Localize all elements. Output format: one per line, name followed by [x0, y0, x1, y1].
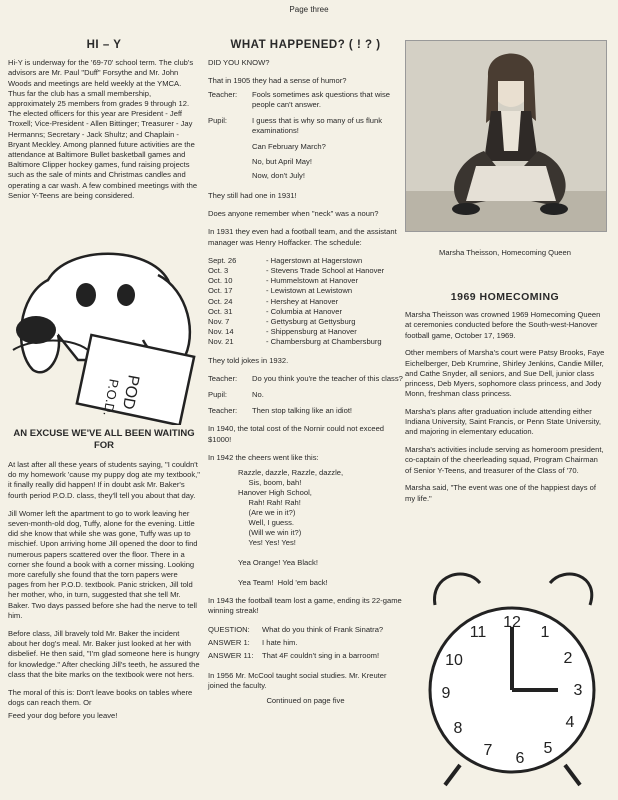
what-title: WHAT HAPPENED? ( ! ? ): [230, 39, 381, 51]
teacher-line: [208, 406, 403, 416]
cheers-1942: In 1942 the cheers went like this:: [208, 452, 319, 462]
schedule-date: Oct. 3: [208, 266, 229, 276]
clock-number: 2: [563, 650, 573, 667]
answer-line: [208, 651, 403, 661]
schedule-game: - Chambersburg at Chambersburg: [266, 337, 382, 347]
photo-caption: Marsha Theisson, Homecoming Queen: [439, 248, 571, 257]
homecoming-queen-photo: [405, 40, 607, 232]
queen-photo-drawing: [406, 41, 606, 231]
homecoming-paragraph: Marsha's plans after graduation include attending either Indiana University, Saint Francis, or Penn State University, and majoring in elementary education.: [405, 407, 601, 437]
schedule-date: Oct. 24: [208, 296, 233, 306]
excuse-paragraph: Before class, Jill bravely told Mr. Baker the incident about her dog's meal. Mr. Baker just looked at her with disbelief. He then said, "I'm glad someone here is hungry for knowledge." After checking Jill's teeth, he assured the class that the bite marks on the textbook were not hers.: [8, 629, 200, 679]
question-text: What do you think of Frank Sinatra?: [262, 624, 384, 634]
schedule-game: - Lewistown at Lewistown: [266, 286, 353, 296]
schedule-date: Oct. 17: [208, 286, 233, 296]
question-label: QUESTION:: [208, 624, 250, 634]
cheer-line: Yea Orange! Yea Black!: [238, 558, 318, 568]
speaker-text: I guess that is why so many of us flunk examinations!: [252, 116, 382, 136]
jokes-1932: They told jokes in 1932.: [208, 355, 289, 365]
homecoming-paragraph: Marsha's activities include serving as homeroom president, co-captain of the cheerleading squad, Program Chairman of Senior Y-Teens, and treasurer of the Class of '70.: [405, 445, 604, 475]
schedule-date: Nov. 7: [208, 317, 230, 327]
schedule-game: - Stevens Trade School at Hanover: [266, 266, 385, 276]
cheer-line: (Will we win it?): [238, 528, 302, 538]
clock-number: 6: [515, 750, 525, 767]
speaker-label: Pupil:: [208, 116, 227, 126]
cheer-line: Yes! Yes! Yes!: [238, 538, 296, 548]
july-line: Now, don't July!: [252, 170, 305, 180]
schedule-game: - Hagerstown at Hagerstown: [266, 255, 363, 265]
football-1943: In 1943 the football team lost a game, ending its 22-game winning streak!: [208, 596, 402, 616]
speaker-label: Teacher:: [208, 406, 238, 416]
schedule-date: Nov. 21: [208, 337, 234, 347]
answer-text: That 4F couldn't sing in a barroom!: [262, 650, 380, 660]
clock-number: 5: [543, 740, 553, 757]
excuse-paragraph: Jill Womer left the apartment to go to work leaving her seven-month-old dog, Tuffy, alone for the evening. Little did she know that while she was gone, Tuffy was up to mischief. Upon arriving home Jill opened the door to find numerous papers scattered over the floor. There in a corner she found a book with a corner missing. Looking more carefully she found that the torn papers were pages from her P.O.D. textbook. Panic stricken, Jill told her mother, who, in turn, suggested that she tell Mr. Baker. Two days passed before she had the nerve to tell him.: [8, 508, 198, 620]
what-happened-column: [208, 40, 403, 714]
cheer-line: Razzle, dazzle, Razzle, dazzle,: [238, 468, 344, 478]
homecoming-article: [405, 292, 605, 511]
football-1931: In 1931 they even had a football team, and the assistant manager was Henry Hoffacker. The schedule:: [208, 227, 397, 247]
homecoming-paragraph: Marsha said, "The event was one of the happiest days of my life.": [405, 483, 596, 503]
excuse-paragraph: Feed your dog before you leave!: [8, 711, 118, 721]
cheer-line: Sis, boom, bah!: [238, 478, 302, 488]
dog-book-text-1: POD: [118, 373, 142, 411]
schedule-date: Nov. 14: [208, 327, 234, 337]
answer-label: ANSWER 1:: [208, 637, 250, 647]
schedule-date: Oct. 31: [208, 306, 233, 316]
one-1931: They still had one in 1931!: [208, 191, 297, 201]
speaker-label: Teacher:: [208, 373, 238, 383]
clock-illustration: [420, 565, 605, 790]
clock-number: 9: [441, 685, 451, 702]
clock-number: 7: [483, 742, 493, 759]
speaker-label: Pupil:: [208, 390, 227, 400]
cheer-line: [238, 568, 403, 578]
teacher-line: [208, 374, 403, 384]
schedule-table: [208, 256, 403, 348]
schedule-row: [208, 317, 403, 327]
speaker-label: Teacher:: [208, 89, 238, 99]
homecoming-paragraph: Marsha Theisson was crowned 1969 Homecoming Queen at ceremonies conducted before the South-west-Hanover football game, October 17, 1969.: [405, 310, 601, 340]
clock-number: 11: [469, 624, 487, 641]
schedule-row: [208, 297, 403, 307]
answer-line: [208, 638, 403, 648]
hiy-column: [8, 40, 200, 209]
cheer-line: Well, I guess.: [238, 518, 294, 528]
excuse-paragraph: At last after all these years of students saying, "I couldn't do my homework 'cause my puppy dog ate my textbook," it finally really did happen! If in doubt ask Mr. Baker's fourth period P.O.D. class, they'll tell you about that day.: [8, 460, 200, 500]
schedule-row: [208, 307, 403, 317]
clock-number: 10: [445, 652, 463, 669]
excuse-title: AN EXCUSE WE'VE ALL BEEN WAITING FOR: [13, 428, 195, 451]
schedule-date: Sept. 26: [208, 255, 237, 265]
speaker-text: Then stop talking like an idiot!: [252, 406, 353, 416]
schedule-game: - Columbia at Hanover: [266, 306, 342, 316]
cheer-line: Hanover High School,: [238, 488, 312, 498]
schedule-date: Oct. 10: [208, 276, 233, 286]
clock-number: 4: [565, 714, 575, 731]
hiy-title: HI – Y: [86, 39, 122, 51]
cheer-line: [238, 548, 403, 558]
speaker-text: No.: [252, 390, 264, 400]
neck-question: Does anyone remember when "neck" was a noun?: [208, 209, 379, 219]
excuse-article: [8, 428, 200, 730]
schedule-row: [208, 286, 403, 296]
schedule-row: [208, 266, 403, 276]
april-line: No, but April May!: [252, 156, 312, 166]
answer-label: ANSWER 11:: [208, 650, 254, 660]
homecoming-title: 1969 HOMECOMING: [450, 291, 560, 303]
march-line: Can February March?: [252, 142, 326, 152]
clock-number: 8: [453, 720, 463, 737]
hiy-body: Hi-Y is underway for the '69-70' school term. The club's advisors are Mr. Paul "Duff" Forsythe and Mr. John Woods and meetings are held weekly at the YMCA. Thus far the club has a small membership, approximately 25 members from grades 9 through 12. The elected officers for this year are President - Jeff Troxell; Vice-President - Allen Bittinger; Treasurer - Jay Hermanns; Secretary - Jack Shultz; and Chaplain - Bryant Meckley. Among planned future activities are the attendance at Baltimore Bullet basketball games and Baltimore Clipper hockey games, fund raising projects such as the sale of mints and Christmas candles and operating a car wash. A few combined meetings with the Senior Y-Teens are being considered.: [8, 58, 198, 200]
schedule-row: [208, 276, 403, 286]
teacher-line: [208, 90, 403, 110]
schedule-game: - Gettysburg at Gettysburg: [266, 317, 356, 327]
clock-number: 3: [573, 682, 583, 699]
excuse-paragraph: The moral of this is: Don't leave books on tables where dogs can reach them. Or: [8, 688, 193, 708]
schedule-game: - Hummelstown at Hanover: [266, 276, 359, 286]
pupil-line: [208, 390, 403, 400]
continued-note: Continued on page five: [266, 695, 345, 705]
cheer-lines: [238, 468, 403, 588]
cheer-line: (Are we in it?): [238, 508, 296, 518]
cheer-line: Rah! Rah! Rah!: [238, 498, 301, 508]
homecoming-paragraph: Other members of Marsha's court were Patsy Brooks, Faye Eichelberger, Deb Krumrine, Shirley Jenkins, Candie Miller, and Cathe Snyder, all seniors, and Sue Dell, junior class princess, Deb Myers, sophomore class princess, and Jody Monn, freshman class princess.: [405, 348, 605, 399]
schedule-game: - Shippensburg at Hanover: [266, 327, 357, 337]
mccool-1956: In 1956 Mr. McCool taught social studies. Mr. Kreuter joined the faculty.: [208, 671, 387, 691]
question-line: [208, 625, 403, 635]
clock-number: 12: [503, 614, 521, 631]
schedule-row: [208, 327, 403, 337]
answer-text: I hate him.: [262, 637, 298, 647]
speaker-text: Fools sometimes ask questions that wise people can't answer.: [252, 89, 391, 109]
schedule-row: [208, 337, 403, 347]
page-number: Page three: [289, 5, 329, 14]
clock-number: 1: [540, 624, 550, 641]
schedule-row: [208, 256, 403, 266]
nornir-1940: In 1940, the total cost of the Nornir could not exceed $1000!: [208, 424, 385, 444]
cheer-line: Yea Team! Hold 'em back!: [238, 578, 328, 588]
dog-illustration: [8, 240, 200, 425]
dog-book-text-2: P.O.D.: [100, 377, 122, 418]
humor-1905: That in 1905 they had a sense of humor?: [208, 76, 347, 86]
did-you-know: DID YOU KNOW?: [208, 58, 270, 68]
speaker-text: Do you think you're the teacher of this class?: [252, 373, 403, 383]
schedule-game: - Hershey at Hanover: [266, 296, 339, 306]
pupil-line: [208, 116, 403, 136]
